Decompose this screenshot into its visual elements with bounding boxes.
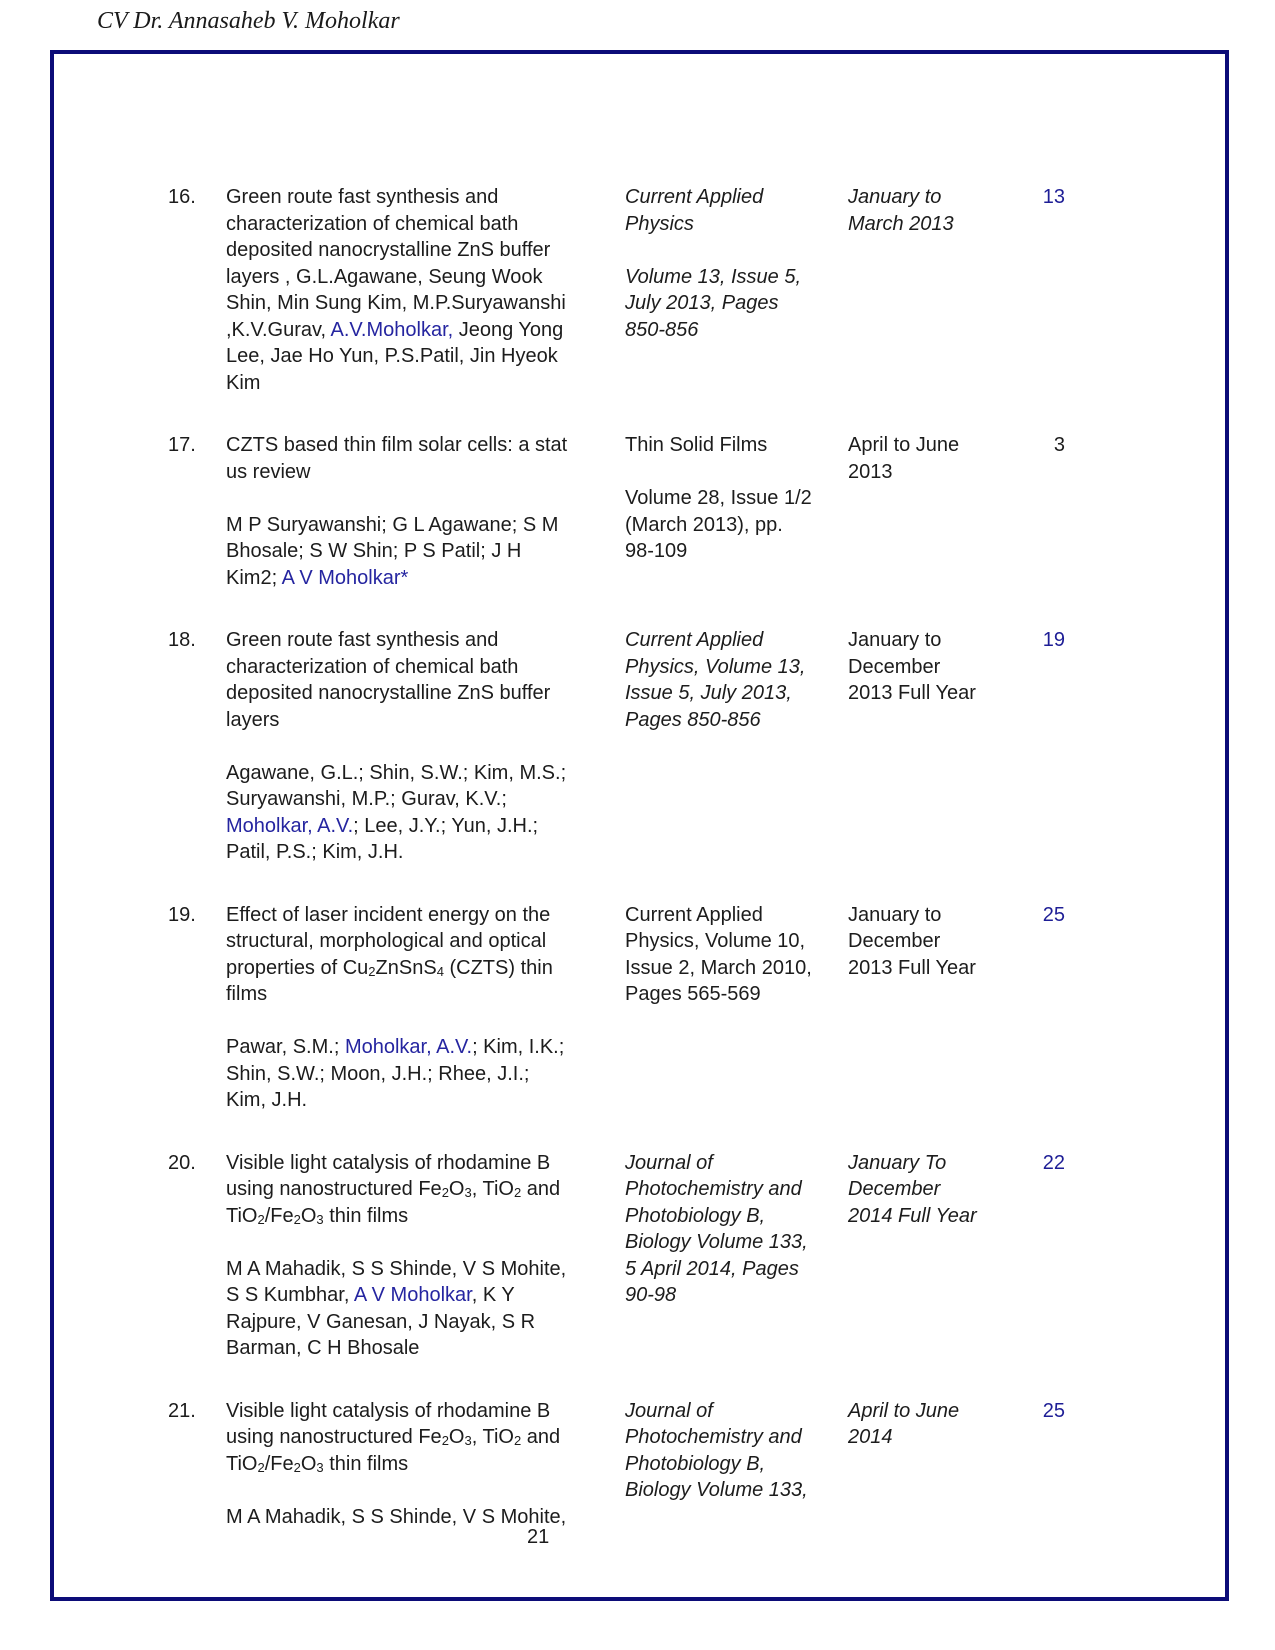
paragraph bbox=[226, 1398, 574, 1478]
paragraph bbox=[226, 627, 574, 733]
entry-citation-count: 25 bbox=[1042, 1399, 1065, 1422]
paragraph bbox=[226, 1256, 574, 1362]
entry-period: January to December 2013 Full Year bbox=[848, 629, 976, 704]
text-segment: , TiO bbox=[471, 1178, 514, 1200]
entry-citation-count: 3 bbox=[1053, 434, 1065, 456]
journal-paragraph: Thin Solid Films bbox=[625, 434, 768, 456]
publication-row bbox=[168, 627, 1225, 866]
text-segment: O bbox=[300, 1452, 317, 1475]
paragraph bbox=[226, 512, 574, 592]
journal-paragraph: Volume 28, Issue 1/2 (March 2013), pp. 98-109 bbox=[625, 487, 812, 562]
entry-citation-count: 22 bbox=[1042, 1151, 1065, 1174]
entry-journal bbox=[625, 184, 815, 343]
chemical-subscript: 3 bbox=[316, 1459, 324, 1475]
text-segment: , TiO bbox=[471, 1426, 514, 1448]
paragraph bbox=[226, 1034, 574, 1114]
chemical-subscript: 2 bbox=[441, 1433, 449, 1448]
entry-number: 21. bbox=[168, 1399, 196, 1422]
entry-journal bbox=[625, 1398, 815, 1504]
chemical-subscript: 3 bbox=[464, 1433, 472, 1448]
text-segment: O bbox=[448, 1426, 465, 1448]
entry-title-authors bbox=[226, 902, 574, 1114]
text-segment: Visible light catalysis of rhodamine B using nanostructured Fe bbox=[226, 1151, 551, 1200]
text-segment: Green route fast synthesis and characterization of chemical bath deposited nanocrystalline ZnS buffer layers bbox=[226, 629, 551, 731]
text-segment: ; Lee, J.Y.; Yun, J.H.; Patil, P.S.; Kim, J.H. bbox=[226, 814, 539, 863]
text-segment: Visible light catalysis of rhodamine B using nanostructured Fe bbox=[226, 1399, 551, 1448]
entry-journal bbox=[625, 432, 815, 565]
chemical-subscript: 2 bbox=[257, 1211, 265, 1227]
paragraph bbox=[226, 432, 574, 485]
entry-citation-count: 19 bbox=[1042, 629, 1065, 651]
journal-paragraph: Volume 13, Issue 5, July 2013, Pages 850-856 bbox=[625, 265, 802, 341]
entry-title-authors bbox=[226, 627, 574, 866]
publication-row bbox=[168, 432, 1225, 591]
paragraph bbox=[226, 184, 574, 396]
journal-paragraph: Journal of Photochemistry and Photobiology B, Biology Volume 133, 5 April 2014, Pages 90-98 bbox=[625, 1151, 808, 1306]
author-highlight: Moholkar, A.V. bbox=[226, 814, 354, 837]
entry-number: 16. bbox=[168, 186, 196, 208]
chemical-subscript: 2 bbox=[257, 1459, 265, 1475]
chemical-subscript: 3 bbox=[316, 1211, 324, 1227]
text-segment: ; Kim, I.K.; Shin, S.W.; Moon, J.H.; Rhee, J.I.; Kim, J.H. bbox=[226, 1036, 565, 1111]
text-segment: and TiO bbox=[226, 1426, 561, 1475]
text-segment: M A Mahadik, S S Shinde, V S Mohite, S S Kumbhar, bbox=[226, 1257, 567, 1306]
text-segment: /Fe bbox=[264, 1204, 294, 1227]
text-segment: Effect of laser incident energy on the structural, morphological and optical properties of Cu bbox=[226, 903, 551, 979]
paragraph bbox=[226, 1150, 574, 1230]
publication-row bbox=[168, 1150, 1225, 1362]
entry-period: April to June 2014 bbox=[848, 1399, 960, 1448]
text-segment: (CZTS) thin films bbox=[226, 956, 553, 1005]
text-segment: Green route fast synthesis and characterization of chemical bath deposited nanocrystalline ZnS buffer layers , G.L.Agawane, Seung Wook Shin, Min Sung Kim, M.P.Suryawanshi ,K.V.Gurav, bbox=[226, 186, 566, 341]
entry-title-authors bbox=[226, 1398, 574, 1531]
text-segment: thin films bbox=[323, 1204, 409, 1227]
chemical-subscript: 2 bbox=[293, 1211, 301, 1227]
entry-period: January To December 2014 Full Year bbox=[848, 1151, 977, 1227]
document-border-frame bbox=[50, 50, 1229, 1601]
paragraph bbox=[226, 760, 574, 866]
journal-paragraph: Journal of Photochemistry and Photobiology B, Biology Volume 133, bbox=[625, 1399, 808, 1501]
entry-period: April to June 2013 bbox=[848, 434, 960, 483]
text-segment: M A Mahadik, S S Shinde, V S Mohite, bbox=[226, 1505, 567, 1528]
chemical-subscript: 2 bbox=[513, 1185, 522, 1200]
publication-table bbox=[168, 184, 1225, 1530]
publication-row bbox=[168, 184, 1225, 396]
text-segment: O bbox=[448, 1178, 465, 1200]
entry-title-authors bbox=[226, 432, 574, 591]
journal-paragraph: Current Applied Physics, Volume 10, Issue 2, March 2010, Pages 565-569 bbox=[625, 903, 812, 1005]
text-segment: thin films bbox=[323, 1452, 409, 1475]
chemical-subscript: 4 bbox=[436, 963, 444, 979]
chemical-subscript: 2 bbox=[368, 963, 376, 979]
publication-row bbox=[168, 1398, 1225, 1531]
chemical-subscript: 2 bbox=[441, 1185, 449, 1200]
text-segment: ZnSnS bbox=[375, 956, 437, 979]
author-highlight: A V Moholkar* bbox=[281, 566, 409, 589]
entry-journal bbox=[625, 1150, 815, 1309]
entry-title-authors bbox=[226, 184, 574, 396]
chemical-subscript: 3 bbox=[464, 1185, 472, 1200]
entry-number: 17. bbox=[168, 434, 196, 456]
entry-journal bbox=[625, 902, 815, 1008]
entry-citation-count: 25 bbox=[1042, 903, 1065, 926]
text-segment: and TiO bbox=[226, 1178, 561, 1227]
chemical-subscript: 2 bbox=[293, 1459, 301, 1475]
text-segment: Jeong Yong Lee, Jae Ho Yun, P.S.Patil, Jin Hyeok Kim bbox=[226, 318, 564, 394]
author-highlight: Moholkar, A.V. bbox=[344, 1036, 473, 1058]
entry-journal bbox=[625, 627, 815, 733]
text-segment: M P Suryawanshi; G L Agawane; S M Bhosale; S W Shin; P S Patil; J H Kim2; bbox=[226, 513, 559, 589]
author-highlight: A.V.Moholkar, bbox=[330, 318, 454, 341]
text-segment: /Fe bbox=[264, 1452, 294, 1475]
entry-title-authors bbox=[226, 1150, 574, 1362]
text-segment: , K Y Rajpure, V Ganesan, J Nayak, S R Barman, C H Bhosale bbox=[226, 1284, 536, 1359]
entry-number: 19. bbox=[168, 903, 196, 926]
paragraph bbox=[226, 902, 574, 1008]
page-number: 21 bbox=[527, 1526, 550, 1548]
entry-number: 18. bbox=[168, 629, 196, 651]
publication-row bbox=[168, 902, 1225, 1114]
text-segment: O bbox=[300, 1204, 317, 1227]
entry-citation-count: 13 bbox=[1042, 186, 1065, 208]
chemical-subscript: 2 bbox=[513, 1433, 522, 1448]
text-segment: Agawane, G.L.; Shin, S.W.; Kim, M.S.; Suryawanshi, M.P.; Gurav, K.V.; bbox=[226, 761, 567, 810]
author-highlight: A V Moholkar bbox=[353, 1284, 472, 1306]
entry-number: 20. bbox=[168, 1151, 196, 1174]
journal-paragraph: Current Applied Physics, Volume 13, Issue 5, July 2013, Pages 850-856 bbox=[625, 629, 806, 731]
text-segment: CZTS based thin film solar cells: a stat us review bbox=[226, 434, 568, 483]
text-segment: Pawar, S.M.; bbox=[226, 1036, 345, 1058]
entry-period: January to March 2013 bbox=[848, 186, 954, 235]
paragraph bbox=[226, 1504, 574, 1531]
entry-period: January to December 2013 Full Year bbox=[848, 903, 976, 979]
journal-paragraph: Current Applied Physics bbox=[625, 186, 764, 235]
cv-header-title: CV Dr. Annasaheb V. Moholkar bbox=[97, 8, 400, 34]
